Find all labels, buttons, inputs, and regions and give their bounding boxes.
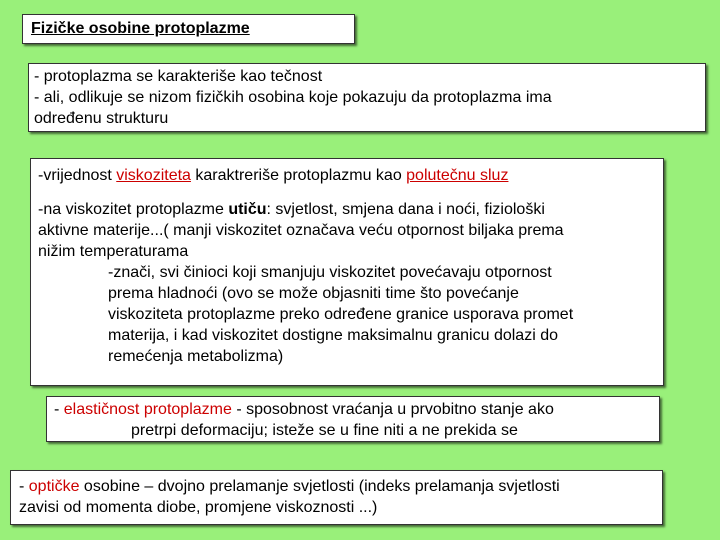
viscosity-line-8: materija, i kad viskozitet dostigne maksimalnu granicu dolazi do <box>108 327 558 344</box>
viscosity-line-4: nižim temperaturama <box>38 243 189 260</box>
text-fragment: osobine – dvojno prelamanje svjetlosti (indeks prelamanja svjetlosti <box>79 478 560 495</box>
keyword-viskoziteta: viskoziteta <box>116 167 191 184</box>
viscosity-line-1 <box>38 165 656 186</box>
optics-line-2: zavisi od momenta diobe, promjene viskoznosti ...) <box>19 499 378 516</box>
keyword-opticke: optičke <box>28 478 80 495</box>
text-fragment: : svjetlost, smjena dana i noći, fiziološki <box>266 201 545 218</box>
intro-line-2: - ali, odlikuje se nizom fizičkih osobina koje pokazuju da protoplazma ima <box>34 89 552 106</box>
text-fragment: - <box>54 401 64 418</box>
intro-line-1: - protoplazma se karakteriše kao tečnost <box>34 68 323 85</box>
viscosity-line-3: aktivne materije...( manji viskozitet označava veću otpornost biljaka prema <box>38 222 564 239</box>
viscosity-line-5: -znači, svi činioci koji smanjuju viskozitet povećavaju otpornost <box>108 264 552 281</box>
text-fragment: - sposobnost vraćanja u prvobitno stanje ako <box>231 401 554 418</box>
keyword-polutecnu-sluz: polutečnu sluz <box>406 167 509 184</box>
elasticity-line-1 <box>54 399 652 420</box>
intro-line-3: određenu strukturu <box>34 110 169 127</box>
viscosity-line-2 <box>38 199 656 220</box>
optics-box <box>10 470 663 525</box>
elasticity-box <box>46 396 660 442</box>
title-box <box>22 14 355 44</box>
text-fragment: -na viskozitet protoplazme <box>38 201 229 218</box>
text-fragment: - <box>19 478 29 495</box>
viscosity-box <box>30 158 664 386</box>
viscosity-line-6: prema hladnoći (ovo se može objasniti time što povećanje <box>108 285 519 302</box>
viscosity-line-9: remećenja metabolizma) <box>108 348 284 365</box>
text-fragment: karaktreriše protoplazmu kao <box>190 167 407 184</box>
keyword-uticu: utiču <box>228 201 267 218</box>
viscosity-line-7: viskoziteta protoplazme preko određene granice usporava promet <box>108 306 574 323</box>
optics-line-1 <box>19 476 654 497</box>
keyword-elasticnost: elastičnost protoplazme <box>63 401 232 418</box>
text-fragment: -vrijednost <box>38 167 117 184</box>
page-title: Fizičke osobine protoplazme <box>31 20 250 37</box>
intro-box <box>28 63 706 132</box>
elasticity-line-2: pretrpi deformaciju; isteže se u fine niti a ne prekida se <box>131 422 518 439</box>
